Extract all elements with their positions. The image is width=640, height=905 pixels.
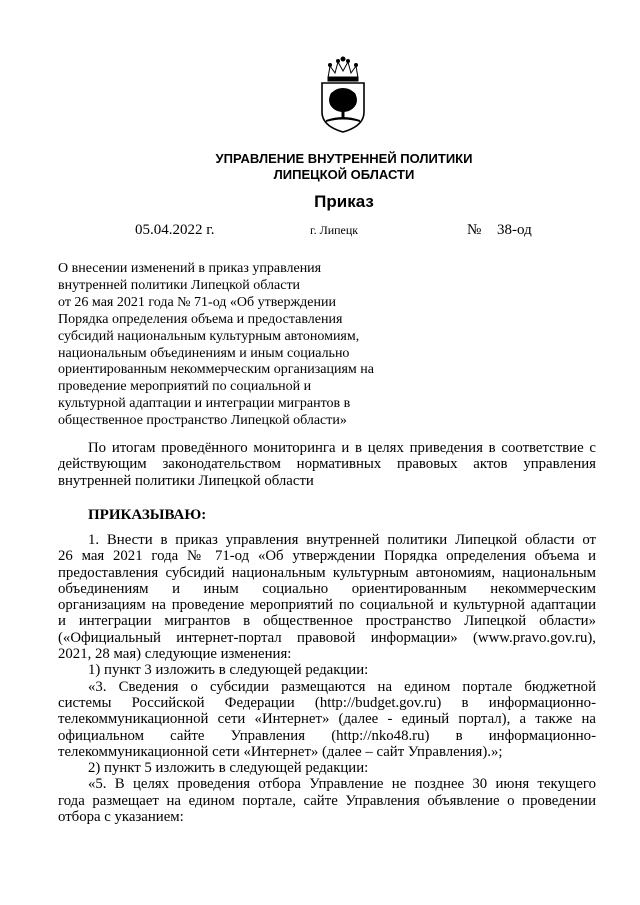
document-number-sign: № <box>467 222 482 238</box>
paragraph-line: телекоммуникационной сети «Интернет» (далее - единый портал), а также на <box>58 711 596 728</box>
paragraph-line: 1) пункт 3 изложить в следующей редакции: <box>88 662 369 679</box>
paragraph-line: «3. Сведения о субсидии размещаются на едином портале бюджетной <box>88 678 596 695</box>
paragraph-line: предоставления субсидий национальным культурным автономиям, национальным <box>58 564 596 581</box>
paragraph-line: действующим законодательством нормативных правовых актов управления <box>58 456 596 473</box>
subject-line: О внесении изменений в приказ управления <box>58 261 322 276</box>
document-type-title: Приказ <box>314 192 374 211</box>
paragraph-line: телекоммуникационной сети «Интернет» (далее – сайт Управления).»; <box>58 743 503 760</box>
document-date: 05.04.2022 г. <box>135 222 215 238</box>
paragraph-line: внутренней политики Липецкой области <box>58 472 314 489</box>
paragraph-line: 1. Внести в приказ управления внутренней политики Липецкой области от <box>88 532 596 548</box>
subject-line: общественное пространство Липецкой области» <box>58 413 347 429</box>
paragraph-line: и интеграции мигрантов в общественное пространство Липецкой области» <box>58 613 596 630</box>
paragraph-line: системы Российской Федерации (http://budget.gov.ru) в информационно- <box>58 694 596 711</box>
paragraph-line: организациям на проведение мероприятий по социальной и культурной адаптации <box>58 597 596 614</box>
paragraph-line: отбора с указанием: <box>58 809 184 826</box>
paragraph-line: 26 мая 2021 года № 71-од «Об утверждении Порядка определения объема и <box>58 548 596 565</box>
paragraph-line: официальном сайте Управления (http://nko48.ru) в информационно- <box>58 727 596 744</box>
order-heading: ПРИКАЗЫВАЮ: <box>88 507 207 523</box>
document-subject <box>58 261 418 430</box>
paragraph-line: 2) пункт 5 изложить в следующей редакции: <box>88 760 369 777</box>
subject-line: проведение мероприятий по социальной и <box>58 379 312 395</box>
document-number: 38-од <box>497 222 532 238</box>
subject-line: национальным объединениям и иным социально <box>58 345 350 361</box>
paragraph-line: («Официальный интернет-портал правовой информации» (www.pravo.gov.ru), <box>58 629 596 646</box>
main-body <box>58 532 596 825</box>
subject-line: Порядка определения объема и предоставления <box>58 311 343 327</box>
organization-name-line-2: ЛИПЕЦКОЙ ОБЛАСТИ <box>273 167 415 182</box>
paragraph-line: 2021, 28 мая) следующие изменения: <box>58 646 292 663</box>
subject-line: культурной адаптации и интеграции мигрантов в <box>58 396 351 412</box>
coat-of-arms-emblem <box>318 56 368 134</box>
organization-name-line-1: УПРАВЛЕНИЕ ВНУТРЕННЕЙ ПОЛИТИКИ <box>215 151 473 166</box>
subject-line: от 26 мая 2021 года № 71-од «Об утверждении <box>58 294 336 310</box>
paragraph-line: объединениям и иным социально ориентированным некоммерческим <box>58 580 596 597</box>
paragraph-line: По итогам проведённого мониторинга и в целях приведения в соответствие с <box>88 440 596 456</box>
subject-line: ориентированным некоммерческим организациям на <box>58 362 374 378</box>
paragraph-line: года размещает на едином портале, сайте Управления объявление о проведении <box>58 792 596 809</box>
subject-line: внутренней политики Липецкой области <box>58 277 301 293</box>
paragraph-line: «5. В целях проведения отбора Управление не позднее 30 июня текущего <box>88 776 596 793</box>
intro-paragraph <box>58 440 596 489</box>
document-city: г. Липецк <box>310 223 359 237</box>
subject-line: субсидий национальным культурным автономиям, <box>58 328 360 344</box>
